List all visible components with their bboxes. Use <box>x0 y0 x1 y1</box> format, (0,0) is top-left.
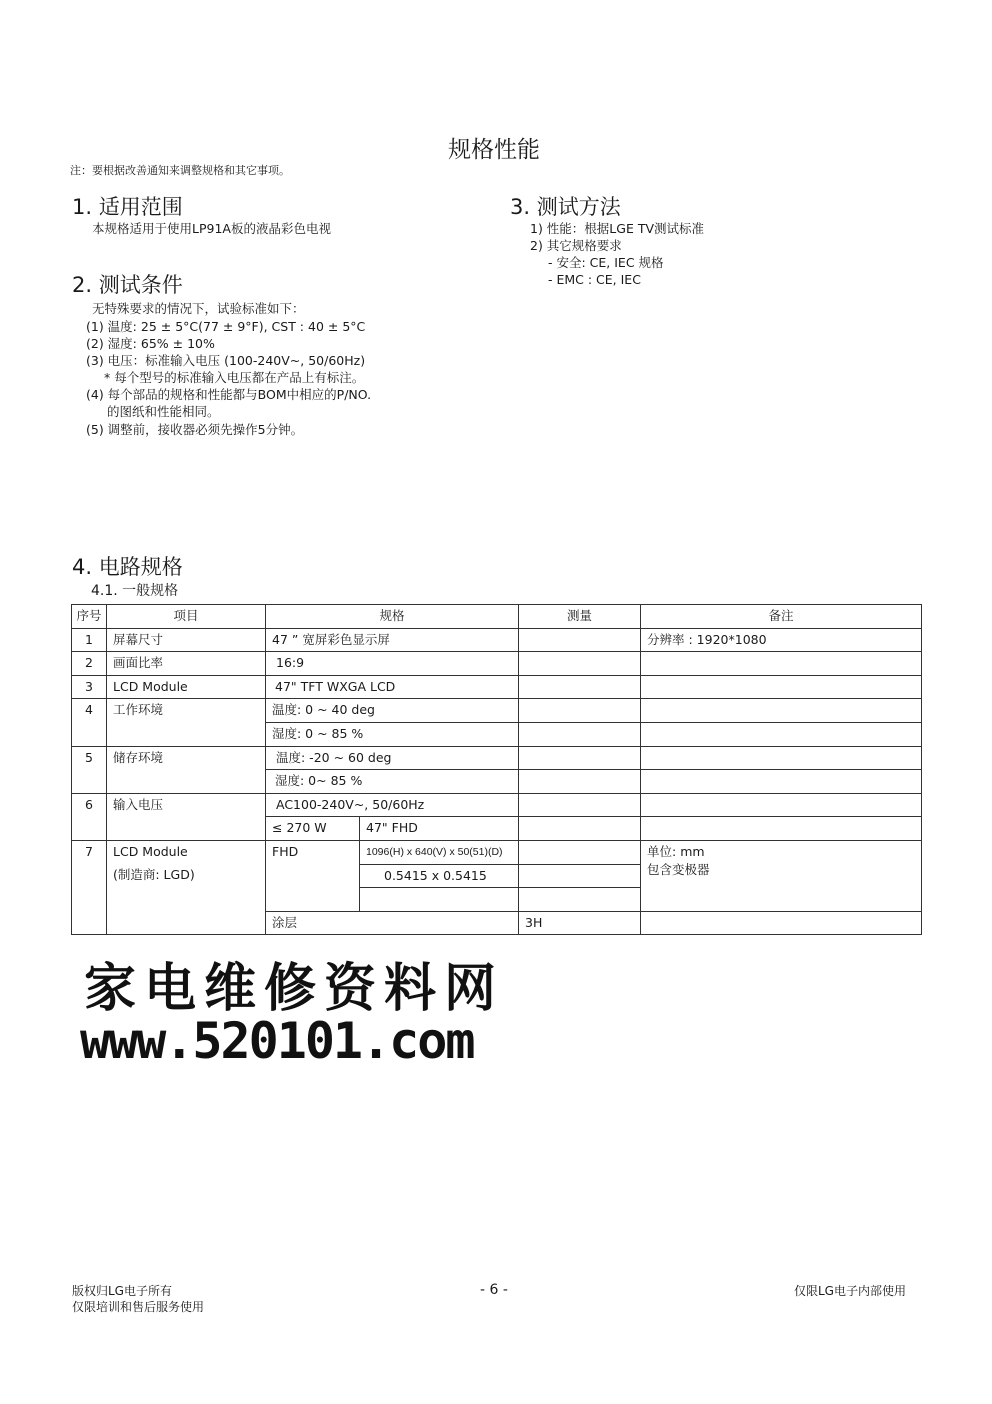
row-item: 工作环境 <box>107 699 266 746</box>
row-measure <box>519 793 641 817</box>
table-row <box>72 652 922 676</box>
section-1-heading: 1. 适用范围 <box>72 195 183 219</box>
section-4-subheading: 4.1. 一般规格 <box>91 583 179 599</box>
page-number: - 6 - <box>480 1282 508 1298</box>
row-remark: 单位: mm <box>641 840 922 864</box>
row-measure <box>519 888 641 912</box>
row-spec: 16:9 <box>266 652 519 676</box>
row-no: 7 <box>72 840 107 864</box>
section-3-heading: 3. 测试方法 <box>510 195 621 219</box>
row-item: 屏幕尺寸 <box>107 628 266 652</box>
row-remark <box>641 911 922 935</box>
row-spec-empty <box>360 888 519 912</box>
header-no: 序号 <box>72 605 107 629</box>
row-measure <box>519 675 641 699</box>
header-item: 项目 <box>107 605 266 629</box>
row-remark-cont <box>641 888 922 912</box>
row-spec: 温度: -20 ~ 60 deg <box>266 746 519 770</box>
row-spec: 温度: 0 ~ 40 deg <box>266 699 519 723</box>
row-item-cont <box>107 888 266 912</box>
row-measure <box>519 840 641 864</box>
table-row <box>72 628 922 652</box>
row-no-cont <box>72 888 107 912</box>
row-no: 6 <box>72 793 107 840</box>
row-item: (制造商: LGD) <box>107 864 266 888</box>
row-measure <box>519 817 641 841</box>
row-measure <box>519 722 641 746</box>
section-2-heading: 2. 测试条件 <box>72 273 183 297</box>
section-3-line: 2) 其它规格要求 <box>530 238 622 253</box>
row-measure <box>519 652 641 676</box>
table-row <box>72 911 922 935</box>
row-remark <box>641 770 922 794</box>
header-note: 注：要根据改善通知来调整规格和其它事项。 <box>70 164 290 177</box>
row-remark: 分辨率 : 1920*1080 <box>641 628 922 652</box>
row-spec-pitch: 0.5415 x 0.5415 <box>360 864 519 888</box>
header-spec: 规格 <box>266 605 519 629</box>
row-no: 5 <box>72 746 107 793</box>
section-2-line: (4) 每个部品的规格和性能都与BOM中相应的P/NO. <box>86 387 372 402</box>
section-2-line: 的图纸和性能相同。 <box>107 404 220 419</box>
row-spec-model: 47" FHD <box>360 817 519 841</box>
row-spec: 47 ” 宽屏彩色显示屏 <box>266 628 519 652</box>
table-row <box>72 840 922 864</box>
table-header-row <box>72 605 922 629</box>
row-spec-label-cont <box>266 864 360 888</box>
row-remark <box>641 675 922 699</box>
section-2-line: (1) 温度: 25 ± 5°C(77 ± 9°F), CST : 40 ± 5°C <box>86 319 366 334</box>
section-4-heading: 4. 电路规格 <box>72 555 183 579</box>
row-spec: AC100-240V~, 50/60Hz <box>266 793 519 817</box>
row-remark <box>641 699 922 723</box>
page-title: 规格性能 <box>448 137 540 163</box>
section-2-line: (2) 湿度: 65% ± 10% <box>86 336 215 351</box>
section-2-line: 无特殊要求的情况下，试验标准如下： <box>92 301 305 316</box>
row-coat-label: 涂层 <box>266 911 519 935</box>
table-row <box>72 793 922 817</box>
watermark-title: 家电维修资料网 <box>84 958 505 1019</box>
row-spec: 湿度: 0 ~ 85 % <box>266 722 519 746</box>
row-no: 4 <box>72 699 107 746</box>
row-remark <box>641 746 922 770</box>
row-spec-label-cont <box>266 888 360 912</box>
row-remark <box>641 652 922 676</box>
row-item: 画面比率 <box>107 652 266 676</box>
row-measure <box>519 699 641 723</box>
header-measure: 测量 <box>519 605 641 629</box>
row-item-cont <box>107 911 266 935</box>
row-spec-size: 1096(H) x 640(V) x 50(51)(D) <box>360 840 519 864</box>
header-remark: 备注 <box>641 605 922 629</box>
row-measure <box>519 746 641 770</box>
section-2-line: (5) 调整前，接收器必须先操作5分钟。 <box>86 422 304 437</box>
row-remark <box>641 722 922 746</box>
row-remark <box>641 817 922 841</box>
section-2-line: * 每个型号的标准输入电压都在产品上有标注。 <box>104 370 365 385</box>
section-2-line: (3) 电压：标准输入电压 (100-240V~, 50/60Hz) <box>86 353 366 368</box>
row-measure <box>519 770 641 794</box>
row-spec: 湿度: 0~ 85 % <box>266 770 519 794</box>
row-spec-label: FHD <box>266 840 360 864</box>
table-row <box>72 675 922 699</box>
spec-table <box>71 604 922 935</box>
watermark-url: www.520101.com <box>80 1012 474 1070</box>
section-3-line: - 安全: CE, IEC 规格 <box>548 255 664 270</box>
row-no: 3 <box>72 675 107 699</box>
footer-usage: 仅限培训和售后服务使用 <box>72 1300 205 1314</box>
footer-copyright: 版权归LG电子所有 <box>72 1284 172 1298</box>
section-3-line: 1) 性能：根据LGE TV测试标准 <box>530 221 705 236</box>
row-coat-value: 3H <box>519 911 641 935</box>
section-1-text: 本规格适用于使用LP91A板的液晶彩色电视 <box>92 221 331 236</box>
row-spec: 47" TFT WXGA LCD <box>266 675 519 699</box>
row-measure <box>519 628 641 652</box>
row-item: LCD Module <box>107 840 266 864</box>
row-no-cont <box>72 911 107 935</box>
table-row <box>72 746 922 770</box>
table-row <box>72 699 922 723</box>
table-row <box>72 888 922 912</box>
row-no: 2 <box>72 652 107 676</box>
row-remark: 包含变极器 <box>641 864 922 888</box>
row-item: 输入电压 <box>107 793 266 840</box>
row-no: 1 <box>72 628 107 652</box>
section-3-line: - EMC : CE, IEC <box>548 272 641 287</box>
row-spec-power: ≤ 270 W <box>266 817 360 841</box>
row-remark <box>641 793 922 817</box>
row-no-cont <box>72 864 107 888</box>
row-item: LCD Module <box>107 675 266 699</box>
row-item: 储存环境 <box>107 746 266 793</box>
table-row <box>72 864 922 888</box>
footer-internal: 仅限LG电子内部使用 <box>794 1284 906 1298</box>
row-measure <box>519 864 641 888</box>
